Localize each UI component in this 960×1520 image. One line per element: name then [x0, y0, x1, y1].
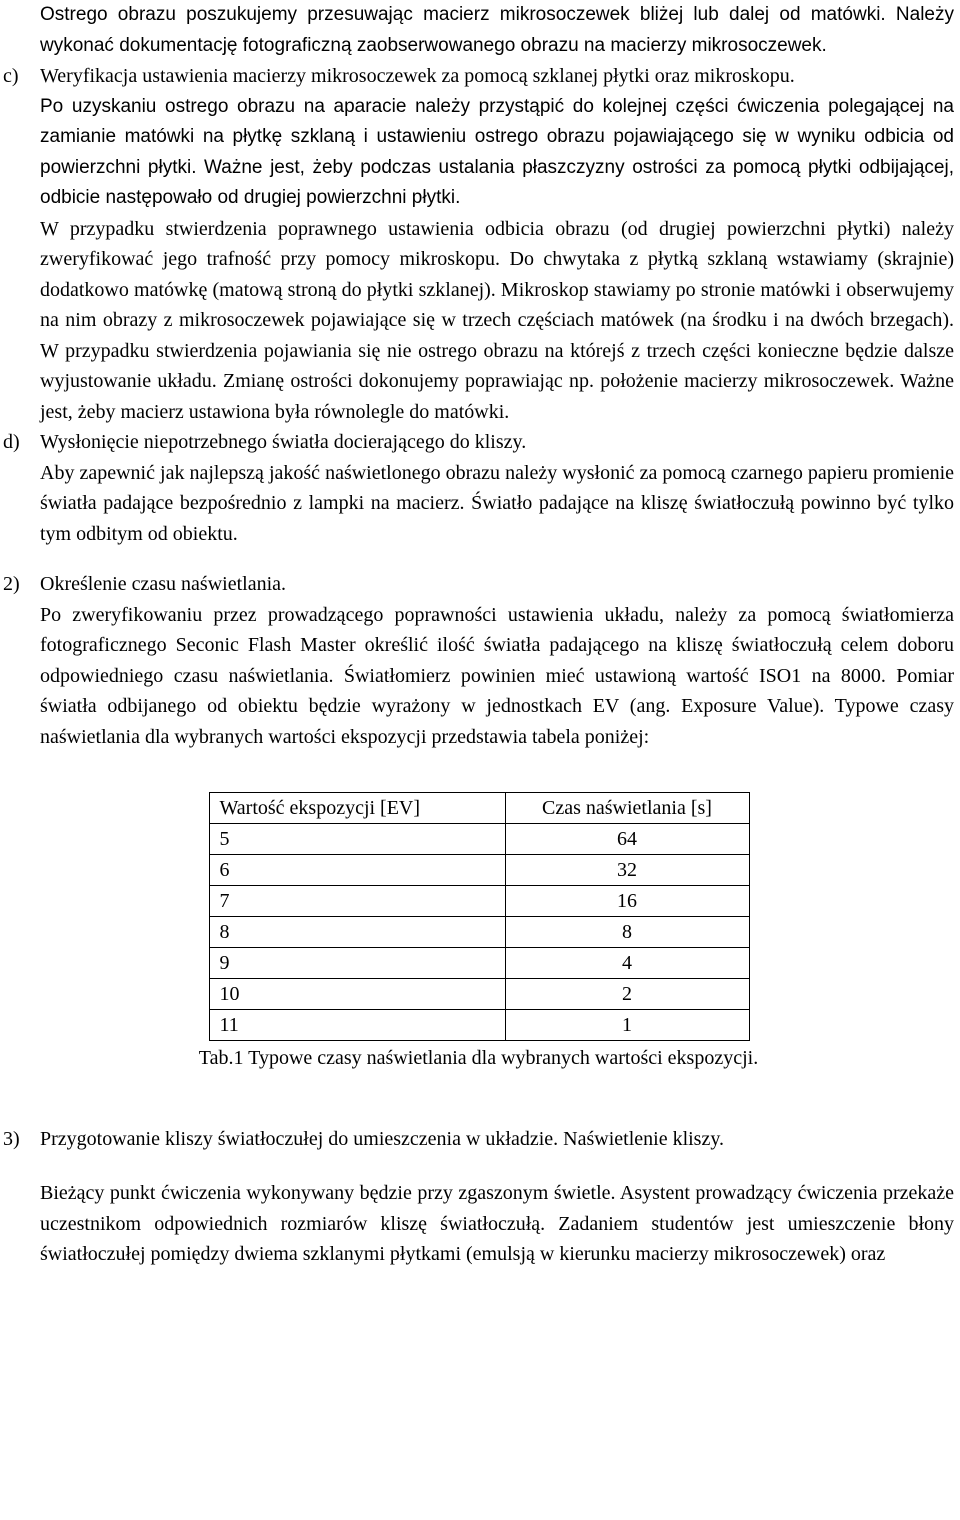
section-2-marker: 2) — [3, 573, 20, 595]
exposure-table — [209, 792, 750, 1041]
table-row — [209, 917, 749, 948]
list-marker-c: c) — [3, 65, 19, 87]
table-cell-time: 16 — [505, 886, 749, 917]
list-item-c-title: Weryfikacja ustawienia macierzy mikrosoczewek za pomocą szklanej płytki oraz mikroskopu. — [40, 65, 795, 87]
section-3-title: Przygotowanie kliszy światłoczułej do umieszczenia w układzie. Naświetlenie kliszy. — [40, 1127, 725, 1150]
table-row — [209, 1010, 749, 1041]
section-2-title: Określenie czasu naświetlania. — [40, 573, 287, 595]
table-cell-time: 4 — [505, 948, 749, 979]
table-header-ev: Wartość ekspozycji [EV] — [209, 793, 505, 824]
list-marker-d: d) — [3, 431, 20, 453]
table-cell-ev: 8 — [209, 917, 505, 948]
table-cell-ev: 6 — [209, 855, 505, 886]
table-row — [209, 855, 749, 886]
table-cell-time: 2 — [505, 979, 749, 1010]
paragraph-d: Aby zapewnić jak najlepszą jakość naświetlonego obrazu należy wysłonić za pomocą czarnego papieru promienie światła padające bezpośrednio z lampki na macierz. Światło padające na kliszę światłoczułą powinno być tylko tym odbitym od obiektu. — [40, 461, 954, 545]
paragraph-section-2: Po zweryfikowaniu przez prowadzącego poprawności ustawienia układu, należy za pomocą światłomierza fotograficznego Seconic Flash Master określić ilość światła padającego na kliszę światłoczułą celem doboru odpowiedniego czasu naświetlania. Światłomierz powinien mieć ustawioną wartość ISO1 na 8000. Pomiar światła odbijanego od obiektu będzie wyrażony w jednostkach EV (ang. Exposure Value). Typowe czasy naświetlania dla wybranych wartości ekspozycji przedstawia tabela poniżej: — [40, 603, 954, 748]
table-caption: Tab.1 Typowe czasy naświetlania dla wybranych wartości ekspozycji. — [198, 1047, 759, 1069]
table-cell-ev: 10 — [209, 979, 505, 1010]
paragraph-section-3: Bieżący punkt ćwiczenia wykonywany będzie przy zgaszonym świetle. Asystent prowadzący ćwiczenia przekaże uczestnikom odpowiednich rozmiarów kliszę światłoczułą. Zadaniem studentów jest umieszczenie błony światłoczułej pomiędzy dwiema szklanymi płytkami (emulsją w kierunku macierzy mikrosoczewek) oraz — [40, 1182, 954, 1265]
table-cell-ev: 5 — [209, 824, 505, 855]
paragraph-c-1: Po uzyskaniu ostrego obrazu na aparacie należy przystąpić do kolejnej części ćwiczenia polegającej na zamianie matówki na płytkę szklaną i ustawieniu ostrego obrazu pojawiającego się w wyniku odbicia od powierzchni płytki. Ważne jest, żeby podczas ustalania płaszczyzny ostrości za pomocą płytki odbijającej, odbicie następowało od drugiej powierzchni płytki. — [40, 95, 954, 208]
table-cell-time: 1 — [505, 1010, 749, 1041]
table-row — [209, 886, 749, 917]
exposure-table-wrapper — [3, 792, 954, 1041]
section-2-heading — [3, 569, 954, 600]
paragraph-c-2: W przypadku stwierdzenia poprawnego ustawienia odbicia obrazu (od drugiej powierzchni płytki) należy zweryfikować jego trafność przy pomocy mikroskopu. Do chwytaka z płytką szklaną wstawiamy (skrajnie) dodatkowo matówkę (matową stroną do płytki szklanej). Mikroskop stawiamy po stronie matówki i obserwujemy na nim obrazy z mikrosoczewek pojawiające się w trzech częściach matówek (na środku i na dwóch brzegach). W przypadku stwierdzenia pojawiania się nie ostrego obrazu na którejś z trzech części konieczne będzie dalsze wyjustowanie układu. Zmianę ostrości dokonujemy poprawiając np. położenie macierzy mikrosoczewek. Ważne jest, żeby macierz ustawiona była równolegle do matówki. — [40, 217, 954, 423]
table-cell-time: 64 — [505, 824, 749, 855]
list-item-d — [3, 427, 954, 458]
list-item-d-title: Wysłonięcie niepotrzebnego światła docierającego do kliszy. — [40, 431, 527, 453]
table-row — [209, 824, 749, 855]
section-3-marker: 3) — [3, 1127, 20, 1150]
table-row — [209, 979, 749, 1010]
list-item-c — [3, 61, 954, 92]
table-header-row — [209, 793, 749, 824]
table-header-time: Czas naświetlania [s] — [505, 793, 749, 824]
table-row — [209, 948, 749, 979]
table-cell-ev: 11 — [209, 1010, 505, 1041]
table-cell-time: 8 — [505, 917, 749, 948]
section-3-heading — [3, 1124, 954, 1155]
table-cell-ev: 7 — [209, 886, 505, 917]
table-cell-ev: 9 — [209, 948, 505, 979]
table-cell-time: 32 — [505, 855, 749, 886]
paragraph-top: Ostrego obrazu poszukujemy przesuwając macierz mikrosoczewek bliżej lub dalej od matówki. Należy wykonać dokumentację fotograficzną zaobserwowanego obrazu na macierzy mikrosoczewek. — [40, 4, 954, 56]
